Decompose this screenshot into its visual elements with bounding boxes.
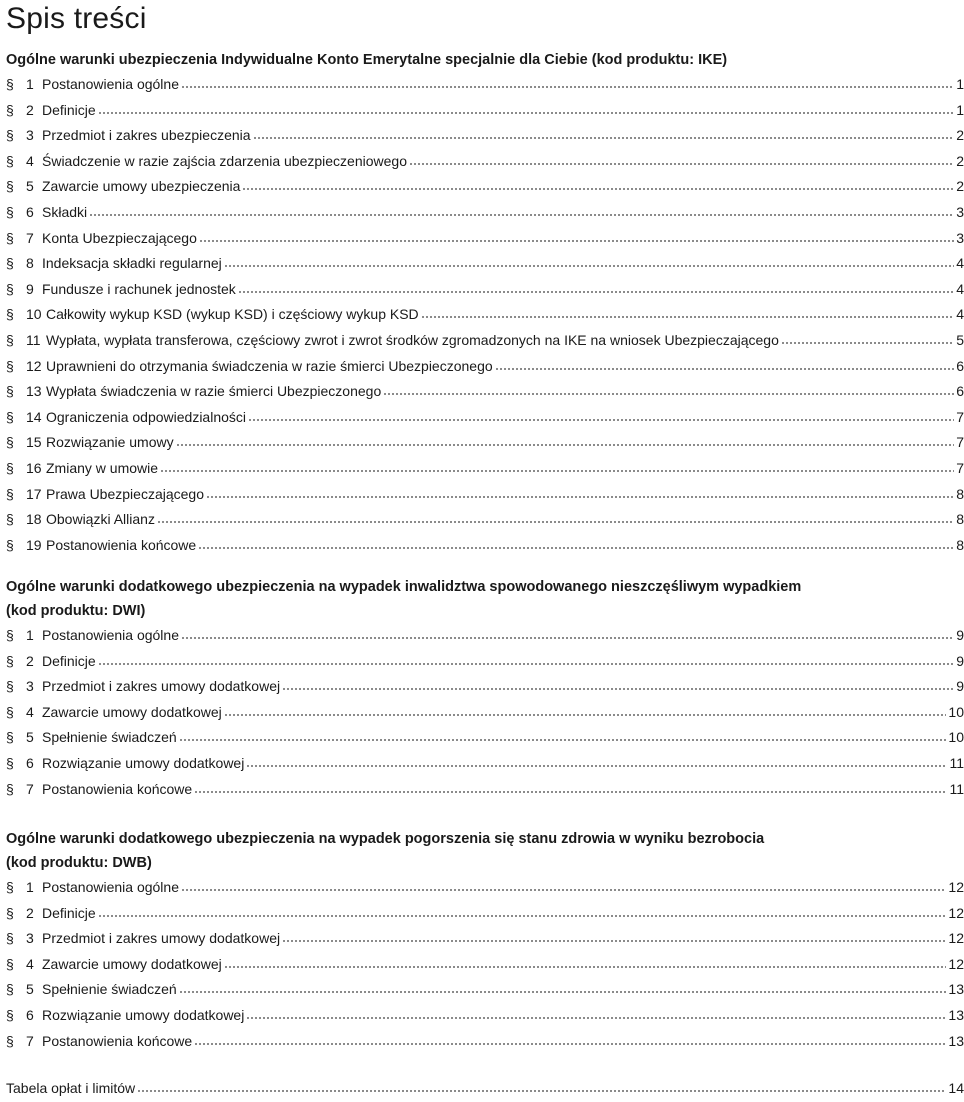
toc-entry-page: 4 [956, 255, 964, 272]
toc-entry-title: Ograniczenia odpowiedzialności [46, 408, 247, 425]
section-sign: § [6, 930, 14, 947]
toc-entry[interactable] [6, 952, 964, 978]
toc-entry-page: 10 [948, 729, 964, 746]
section-sign: § [6, 536, 14, 553]
toc-entry[interactable] [6, 149, 964, 175]
toc-entry-number: 13 [26, 383, 42, 400]
dot-leader [98, 652, 954, 666]
toc-entry-number: 6 [26, 754, 34, 771]
toc-entry-title: Postanowienia ogólne [42, 879, 179, 895]
dot-leader [181, 75, 954, 89]
toc-entry[interactable] [6, 302, 964, 328]
dot-leader [98, 904, 947, 918]
dot-leader [282, 929, 946, 943]
toc-entry-title: Rozwiązanie umowy dodatkowej [42, 1006, 245, 1023]
toc-entry-title: Prawa Ubezpieczającego [46, 485, 204, 502]
toc-entry-title: Indeksacja składki regularnej [42, 255, 222, 272]
toc-entry-number: 14 [26, 408, 42, 425]
toc-entry-number: 2 [26, 904, 34, 921]
page-title: Spis treści [6, 2, 147, 35]
toc-entry-page: 5 [956, 331, 964, 348]
toc-entry-page: 13 [948, 1032, 964, 1049]
toc-entry[interactable] [6, 200, 964, 226]
dot-leader [160, 459, 954, 473]
toc-entry[interactable] [6, 123, 964, 149]
section-sign: § [6, 255, 14, 272]
toc-entry-number: 6 [26, 1006, 34, 1023]
toc-entry-page: 13 [948, 981, 964, 998]
toc-entry-page: 7 [956, 459, 964, 476]
toc-entry-title: Postanowienia końcowe [42, 780, 193, 797]
toc-entry-number: 11 [26, 331, 41, 348]
dot-leader [206, 485, 954, 499]
toc-entry[interactable] [6, 430, 964, 456]
toc-entry-title: Rozwiązanie umowy [46, 434, 174, 451]
toc-entry-page: 1 [956, 76, 964, 92]
dot-leader [224, 955, 947, 969]
toc-entry-page: 2 [956, 178, 964, 195]
toc-entry-title: Świadczenie w razie zajścia zdarzenia ubezpieczeniowego [42, 152, 407, 169]
dot-leader [181, 878, 946, 892]
toc-entry[interactable] [6, 405, 964, 431]
toc-entry-title: Całkowity wykup KSD (wykup KSD) i częściowy wykup KSD [46, 306, 419, 323]
toc-appendix [6, 1076, 964, 1102]
section-sign: § [6, 780, 14, 797]
toc-entry-number: 8 [26, 255, 34, 272]
toc-entry-number: 5 [26, 981, 34, 998]
toc-entry-page: 1 [956, 101, 964, 118]
toc-entry[interactable] [6, 875, 964, 901]
toc-entry-number: 10 [26, 306, 42, 323]
section-sign: § [6, 627, 14, 643]
toc-entry-number: 12 [26, 357, 42, 374]
dot-leader [194, 780, 947, 794]
toc-entry[interactable] [6, 751, 964, 777]
dot-leader [383, 382, 954, 396]
section-sign: § [6, 127, 14, 144]
toc-entry-number: 3 [26, 127, 34, 144]
toc-entry-page: 4 [956, 306, 964, 323]
dot-leader [253, 126, 954, 140]
section-sign: § [6, 331, 14, 348]
toc-entry-page: 12 [948, 930, 964, 947]
toc-entry-number: 1 [26, 76, 34, 92]
dot-leader [157, 510, 954, 524]
toc-entry-title: Definicje [42, 904, 96, 921]
toc-entry-page: 9 [956, 627, 964, 643]
dot-leader [137, 1079, 946, 1093]
section-sign: § [6, 178, 14, 195]
toc-entry-title: Tabela opłat i limitów [6, 1080, 136, 1096]
toc-entry-number: 7 [26, 1032, 34, 1049]
toc-entry[interactable] [6, 533, 964, 559]
toc-entry-title: Spełnienie świadczeń [42, 981, 177, 998]
section-sign: § [6, 1006, 14, 1023]
toc-entry-number: 7 [26, 229, 34, 246]
toc-entry[interactable] [6, 1029, 964, 1055]
toc-entry-page: 14 [948, 1080, 964, 1096]
toc-entry[interactable] [6, 507, 964, 533]
dot-leader [179, 980, 947, 994]
section-sign: § [6, 434, 14, 451]
toc-entry-number: 3 [26, 930, 34, 947]
section-sign: § [6, 76, 14, 92]
toc-entry-number: 7 [26, 780, 34, 797]
toc-entry-page: 2 [956, 127, 964, 144]
toc-entry[interactable] [6, 901, 964, 927]
toc-entry-page: 12 [948, 955, 964, 972]
toc-entry-fee-table[interactable] [6, 1076, 964, 1102]
toc-entry-title: Przedmiot i zakres umowy dodatkowej [42, 930, 281, 947]
toc-entry-title: Konta Ubezpieczającego [42, 229, 197, 246]
section-sign: § [6, 703, 14, 720]
section-heading-line: Ogólne warunki dodatkowego ubezpieczenia na wypadek inwalidztwa spowodowanego nieszczęśliwym wypadkiem [6, 579, 802, 595]
toc-section-ike [6, 48, 964, 558]
toc-entry[interactable] [6, 379, 964, 405]
section-heading [6, 575, 964, 623]
section-heading-line: (kod produktu: DWB) [6, 855, 152, 871]
toc-entry[interactable] [6, 623, 964, 649]
section-sign: § [6, 955, 14, 972]
section-sign: § [6, 229, 14, 246]
dot-leader [409, 152, 954, 166]
toc-entry-page: 11 [949, 780, 964, 797]
toc-entry-title: Postanowienia końcowe [42, 1032, 193, 1049]
toc-entry-title: Zawarcie umowy dodatkowej [42, 955, 222, 972]
toc-entry-title: Postanowienia końcowe [46, 536, 197, 553]
toc-entry-page: 6 [956, 357, 964, 374]
toc-entry-number: 4 [26, 955, 34, 972]
section-sign: § [6, 459, 14, 476]
section-sign: § [6, 383, 14, 400]
toc-entry-page: 10 [948, 703, 964, 720]
toc-entry[interactable] [6, 98, 964, 124]
toc-entry[interactable] [6, 926, 964, 952]
section-sign: § [6, 1032, 14, 1049]
dot-leader [199, 229, 954, 243]
toc-entry-number: 15 [26, 434, 42, 451]
toc-entry-title: Definicje [42, 101, 96, 118]
toc-entry[interactable] [6, 277, 964, 303]
section-sign: § [6, 879, 14, 895]
dot-leader [89, 203, 954, 217]
dot-leader [179, 728, 947, 742]
section-sign: § [6, 306, 14, 323]
toc-entry-page: 2 [956, 152, 964, 169]
dot-leader [781, 331, 954, 345]
toc-entry[interactable] [6, 777, 964, 803]
section-sign: § [6, 152, 14, 169]
toc-entry-page: 9 [956, 652, 964, 669]
toc-entry-number: 16 [26, 459, 42, 476]
toc-section-dwi [6, 575, 964, 802]
toc-entry[interactable] [6, 977, 964, 1003]
dot-leader [246, 1006, 946, 1020]
toc-entry-title: Fundusze i rachunek jednostek [42, 280, 236, 297]
toc-entry-number: 5 [26, 178, 34, 195]
toc-entry-page: 8 [956, 485, 964, 502]
section-sign: § [6, 652, 14, 669]
toc-entry-page: 9 [956, 678, 964, 695]
dot-leader [98, 101, 954, 115]
section-heading-line: Ogólne warunki dodatkowego ubezpieczenia na wypadek pogorszenia się stanu zdrowia w wyniku bezrobocia [6, 831, 765, 847]
section-sign: § [6, 357, 14, 374]
toc-entry-title: Zawarcie umowy ubezpieczenia [42, 178, 241, 195]
toc-entry-title: Wypłata świadczenia w razie śmierci Ubezpieczonego [46, 383, 382, 400]
toc-entry-page: 11 [949, 754, 964, 771]
dot-leader [421, 305, 954, 319]
dot-leader [248, 408, 954, 422]
toc-entry-title: Zmiany w umowie [46, 459, 159, 476]
dot-leader [246, 754, 947, 768]
toc-entry-number: 18 [26, 511, 42, 528]
dot-leader [176, 433, 954, 447]
toc-entry[interactable] [6, 251, 964, 277]
toc-entry-number: 17 [26, 485, 42, 502]
section-sign: § [6, 981, 14, 998]
toc-entry-page: 8 [956, 536, 964, 553]
section-sign: § [6, 203, 14, 220]
section-sign: § [6, 101, 14, 118]
toc-section-dwb [6, 827, 964, 1054]
dot-leader [224, 703, 947, 717]
section-heading-line: (kod produktu: DWI) [6, 603, 146, 619]
toc-entry-title: Uprawnieni do otrzymania świadczenia w razie śmierci Ubezpieczonego [46, 357, 493, 374]
toc-entry-title: Postanowienia ogólne [42, 627, 179, 643]
section-heading [6, 48, 964, 72]
section-sign: § [6, 280, 14, 297]
toc-entry-page: 4 [956, 280, 964, 297]
dot-leader [224, 254, 954, 268]
dot-leader [181, 626, 954, 640]
toc-entry-page: 3 [956, 229, 964, 246]
toc-entry-title: Przedmiot i zakres umowy dodatkowej [42, 678, 281, 695]
toc-entry-title: Obowiązki Allianz [46, 511, 155, 528]
toc-entry[interactable] [6, 1003, 964, 1029]
dot-leader [238, 280, 954, 294]
toc-entry-page: 7 [956, 434, 964, 451]
toc-entry-title: Postanowienia ogólne [42, 76, 179, 92]
dot-leader [495, 357, 954, 371]
toc-entry-number: 6 [26, 203, 34, 220]
toc-entry[interactable] [6, 72, 964, 98]
toc-entry[interactable] [6, 328, 964, 354]
section-sign: § [6, 511, 14, 528]
toc-entry-title: Wypłata, wypłata transferowa, częściowy zwrot i zwrot środków zgromadzonych na IKE na wniosek Ubezpieczającego [46, 331, 779, 348]
toc-entry-number: 3 [26, 678, 34, 695]
section-heading [6, 827, 964, 875]
toc-entry[interactable] [6, 456, 964, 482]
dot-leader [198, 536, 954, 550]
toc-entry-number: 2 [26, 652, 34, 669]
toc-entry[interactable] [6, 725, 964, 751]
toc-entry-page: 8 [956, 511, 964, 528]
toc-entry[interactable] [6, 674, 964, 700]
toc-entry-number: 1 [26, 879, 34, 895]
toc-entry-page: 7 [956, 408, 964, 425]
toc-entry-page: 13 [948, 1006, 964, 1023]
dot-leader [242, 177, 954, 191]
toc-entry-number: 5 [26, 729, 34, 746]
toc-entry-page: 12 [948, 904, 964, 921]
toc-entry-number: 4 [26, 152, 34, 169]
section-sign: § [6, 408, 14, 425]
section-sign: § [6, 904, 14, 921]
toc-entry-page: 6 [956, 383, 964, 400]
toc-entry-number: 9 [26, 280, 34, 297]
toc-entry[interactable] [6, 700, 964, 726]
toc-entry-title: Przedmiot i zakres ubezpieczenia [42, 127, 251, 144]
toc-entry[interactable] [6, 174, 964, 200]
dot-leader [282, 677, 954, 691]
toc-entry[interactable] [6, 354, 964, 380]
section-sign: § [6, 485, 14, 502]
toc-entry-page: 3 [956, 203, 964, 220]
toc-entry[interactable] [6, 649, 964, 675]
section-sign: § [6, 729, 14, 746]
section-sign: § [6, 754, 14, 771]
toc-entry-title: Zawarcie umowy dodatkowej [42, 703, 222, 720]
toc-entry-title: Definicje [42, 652, 96, 669]
toc-entry-number: 2 [26, 101, 34, 118]
toc-entry[interactable] [6, 226, 964, 252]
toc-entry-title: Rozwiązanie umowy dodatkowej [42, 754, 245, 771]
section-heading-line: Ogólne warunki ubezpieczenia Indywidualne Konto Emerytalne specjalnie dla Ciebie (kod produktu: IKE) [6, 52, 728, 68]
toc-entry-page: 12 [948, 879, 964, 895]
toc-entry-number: 4 [26, 703, 34, 720]
toc-entry[interactable] [6, 482, 964, 508]
dot-leader [194, 1032, 946, 1046]
toc-entry-title: Składki [42, 203, 88, 220]
toc-entry-title: Spełnienie świadczeń [42, 729, 177, 746]
section-sign: § [6, 678, 14, 695]
toc-entry-number: 1 [26, 627, 34, 643]
toc-entry-number: 19 [26, 536, 42, 553]
